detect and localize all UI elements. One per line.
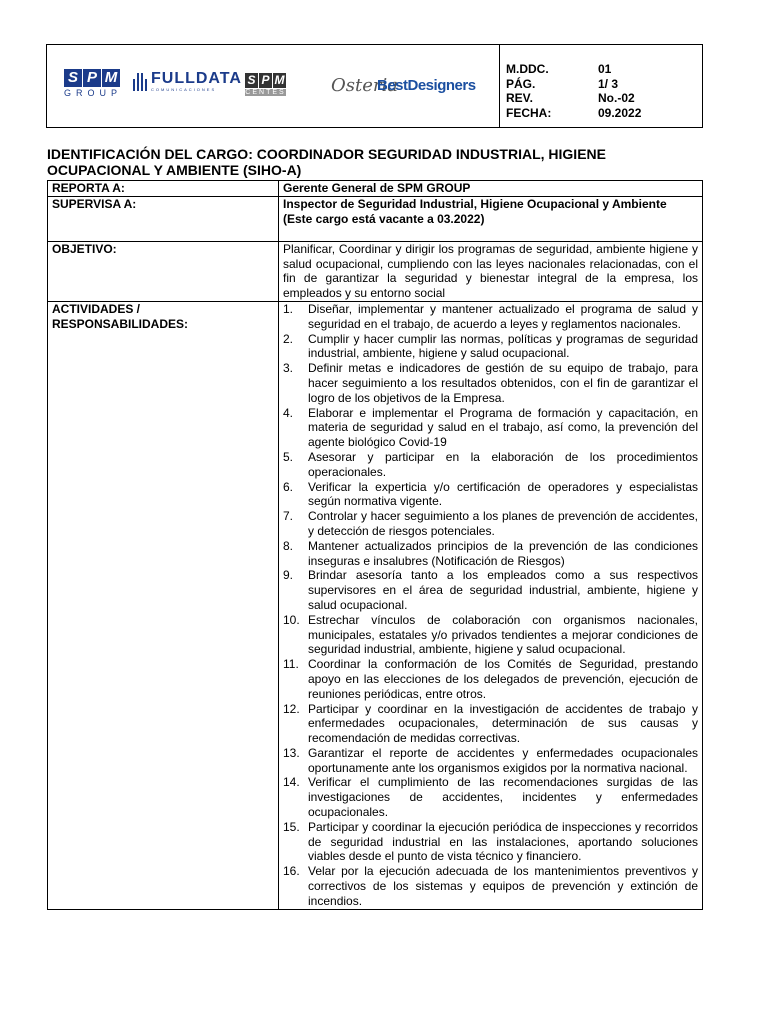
document-header: [46, 44, 703, 128]
list-item-text: Verificar la experticia y/o certificación de operadores y especialistas según normativa vigente.: [308, 479, 698, 509]
supervisa-label: SUPERVISA A:: [48, 196, 279, 241]
meta-key: M.DDC.: [506, 62, 549, 76]
spm-group-logo: [64, 69, 122, 98]
list-item: [283, 361, 698, 405]
list-item: [283, 332, 698, 362]
list-item-number: 8.: [283, 538, 294, 553]
list-item-number: 7.: [283, 509, 294, 524]
list-item-number: 15.: [283, 819, 300, 834]
list-item: [283, 746, 698, 776]
list-item-number: 2.: [283, 331, 294, 346]
meta-key: REV.: [506, 91, 533, 105]
spm-letter: M: [274, 73, 285, 87]
list-item-text: Coordinar la conformación de los Comités de Seguridad, prestando apoyo en las elecciones de los delegados de prevención, ejecución de reuniones periódicas, entre otros.: [308, 657, 698, 701]
list-item: [283, 775, 698, 819]
fulldata-logo: [133, 71, 242, 92]
list-item-number: 3.: [283, 361, 294, 376]
spm-letter: S: [64, 69, 82, 87]
osteria-logo: Osteria: [331, 75, 398, 96]
table-row: [48, 196, 703, 241]
meta-value: 01: [598, 62, 612, 76]
fulldata-sub: COMUNICACIONES: [151, 87, 217, 92]
table-row: [48, 241, 703, 301]
actividades-label: ACTIVIDADES / RESPONSABILIDADES:: [48, 301, 279, 909]
list-item: [283, 509, 698, 539]
list-item-text: Brindar asesoría tanto a los empleados como a sus respectivos supervisores en el área de seguridad industrial, ambiente, higiene y salud ocupacional.: [308, 568, 698, 612]
list-item-text: Elaborar e implementar el Programa de formación y capacitación, en materia de seguridad y salud en el trabajo, así como, la prevención del agente biológico Covid-19: [308, 405, 698, 450]
meta-key: PÁG.: [506, 76, 536, 91]
list-item-number: 13.: [283, 745, 300, 760]
fulldata-bars-icon: [133, 73, 147, 91]
list-item-number: 12.: [283, 701, 300, 716]
list-item: [283, 657, 698, 701]
document-meta: [499, 45, 702, 127]
list-item-number: 14.: [283, 775, 300, 790]
spm-group-sub: GROUP: [64, 88, 123, 98]
job-description-table: [47, 180, 703, 910]
list-item: [283, 613, 698, 657]
actividades-list: [283, 302, 698, 909]
logo-strip: [47, 45, 499, 127]
list-item-number: 11.: [283, 657, 299, 672]
list-item-text: Velar por la ejecución adecuada de los mantenimientos preventivos y correctivos de los sistemas y equipos de prevención y extinción de incendios.: [308, 864, 698, 908]
list-item: [283, 820, 698, 864]
list-item-text: Diseñar, implementar y mantener actualizado el programa de salud y seguridad en el trabajo, de acuerdo a leyes y reglamentos nacionales.: [308, 301, 698, 331]
list-item-text: Garantizar el reporte de accidentes y enfermedades ocupacionales oportunamente ante los organismos exigidos por la normativa nacional.: [308, 745, 698, 775]
list-item-number: 6.: [283, 479, 294, 494]
spm-letter: P: [83, 69, 101, 87]
list-item: [283, 864, 698, 908]
list-item-number: 5.: [283, 449, 294, 464]
table-row: [48, 301, 703, 909]
spm-centes-logo: [245, 73, 286, 96]
reporta-label: REPORTA A:: [48, 181, 279, 197]
list-item: [283, 702, 698, 746]
meta-row: [506, 77, 702, 92]
list-item-number: 1.: [283, 301, 294, 316]
list-item-number: 9.: [283, 568, 294, 583]
list-item: [283, 480, 698, 510]
list-item-text: Definir metas e indicadores de gestión de su equipo de trabajo, para hacer seguimiento a los resultados obtenidos, con el fin de garantizar el logro de los objetivos de la Empresa.: [308, 361, 698, 405]
meta-row: [506, 62, 702, 77]
list-item: [283, 450, 698, 480]
list-item: [283, 406, 698, 450]
list-item-text: Cumplir y hacer cumplir las normas, políticas y programas de seguridad industrial, ambiente, higiene y salud ocupacional.: [308, 331, 698, 361]
list-item-text: Asesorar y participar en la elaboración de los procedimientos operacionales.: [308, 449, 698, 479]
list-item-text: Estrechar vínculos de colaboración con organismos nacionales, municipales, estatales y/o privados tendientes a mejorar condiciones de seguridad industrial, ambiente, higiene y salud ocupacional.: [308, 612, 698, 657]
bestdesigners-logo: BestDesigners: [377, 77, 476, 94]
objetivo-value: Planificar, Coordinar y dirigir los programas de seguridad, ambiente higiene y salud ocupacional, cumpliendo con las leyes nacionales relacionadas, con el fin de garantizar la seguridad y bienestar integral de la empresa, los empleados y su entorno social: [279, 241, 703, 301]
supervisa-value: Inspector de Seguridad Industrial, Higiene Ocupacional y Ambiente (Este cargo está vacante a 03.2022): [279, 196, 703, 241]
list-item-text: Verificar el cumplimiento de las recomendaciones surgidas de las investigaciones de accidentes, incidentes y enfermedades ocupacionales.: [308, 775, 698, 820]
list-item-number: 4.: [283, 405, 294, 420]
list-item-number: 16.: [283, 864, 300, 879]
table-row: [48, 181, 703, 197]
reporta-value: Gerente General de SPM GROUP: [279, 181, 703, 197]
list-item-text: Participar y coordinar en la investigación de accidentes de trabajo y enfermedades ocupacionales, determinación de sus causas y recomendación de medidas correctivas.: [308, 701, 698, 746]
meta-row: [506, 91, 702, 106]
meta-key: FECHA:: [506, 105, 552, 120]
meta-value: 09.2022: [598, 105, 642, 120]
objetivo-label: OBJETIVO:: [48, 241, 279, 301]
meta-value: No.-02: [598, 91, 635, 105]
actividades-cell: [279, 301, 703, 909]
list-item-number: 10.: [283, 612, 300, 627]
spm-letter: M: [102, 69, 120, 87]
page-title: IDENTIFICACIÓN DEL CARGO: COORDINADOR SEGURIDAD INDUSTRIAL, HIGIENE OCUPACIONAL Y AMBIENTE (SIHO-A): [47, 146, 606, 178]
list-item-text: Mantener actualizados principios de la prevención de las condiciones inseguras e insalubres (Notificación de Riesgos): [308, 538, 698, 568]
list-item-text: Controlar y hacer seguimiento a los planes de prevención de accidentes, y detección de riesgos potenciales.: [308, 509, 698, 538]
spm-letter: P: [259, 73, 272, 88]
fulldata-name: FULLDATA: [151, 70, 242, 87]
list-item: [283, 302, 698, 332]
list-item: [283, 568, 698, 612]
meta-row: [506, 106, 702, 121]
meta-value: 1/ 3: [598, 76, 619, 91]
spm-letter: S: [245, 73, 258, 88]
spm-centes-sub: CENTES: [245, 89, 286, 96]
list-item: [283, 539, 698, 569]
list-item-text: Participar y coordinar la ejecución periódica de inspecciones y recorridos de seguridad industrial en las instalaciones, aportando soluciones viables desde el punto de vista técnico y financiero.: [308, 819, 698, 864]
